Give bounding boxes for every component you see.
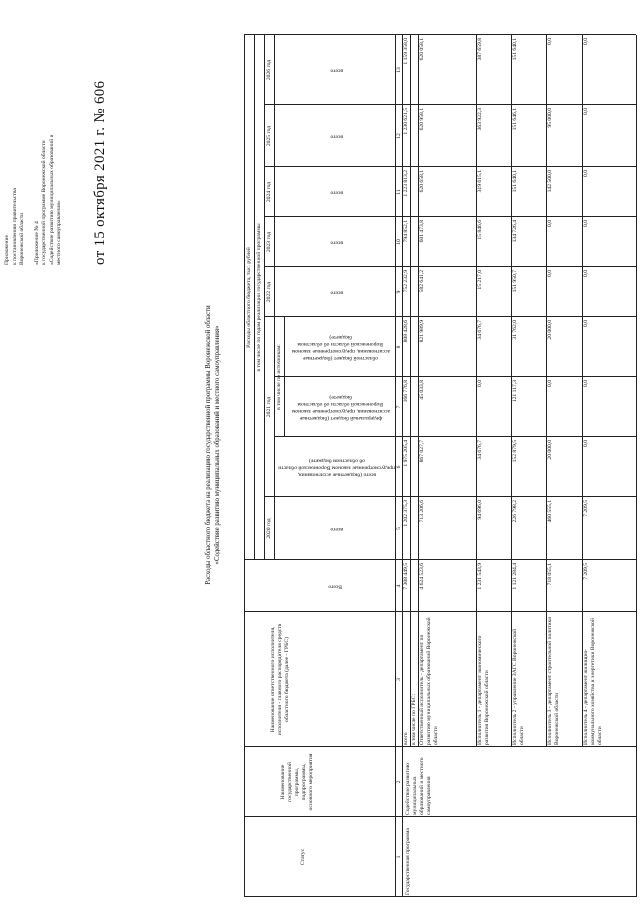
column-number: 6 <box>396 465 402 469</box>
row-executor: Ответственный исполнитель - департамент по развитию муниципальных образований Воронежской области <box>419 617 439 745</box>
row-value: 387 659,8 <box>477 38 483 61</box>
row-value: 1 121 284,4 <box>512 563 518 590</box>
row-value: 4 624 523,6 <box>419 563 425 590</box>
row-executor: Исполнитель 3 - департамент строительной политики Воронежской области <box>547 616 560 745</box>
column-number: 8 <box>396 345 402 349</box>
row-value: 601 473,8 <box>419 220 425 243</box>
appendix-sub-line: «Содействие развитию муниципальных образований и <box>48 134 55 265</box>
header-total-year: всего <box>330 133 343 140</box>
row-value: 0,0 <box>583 38 589 45</box>
row-value: 7 209,5 <box>583 500 589 517</box>
row-value: 95 000,0 <box>547 108 553 128</box>
row-value: 718 055,1 <box>547 563 553 586</box>
row-value: 1 159 358,0 <box>403 38 409 65</box>
row-value: 1 230 621,5 <box>403 108 409 135</box>
row-value: 0,0 <box>477 380 483 387</box>
program-name: Содействие развитию муниципальных образований и местного самоуправления <box>405 757 432 815</box>
header-year-2025: 2025 год <box>266 125 272 147</box>
header-by-years: в том числе по годам реализации государственной программы <box>256 223 262 372</box>
row-value: 0,0 <box>583 270 589 277</box>
column-number: 1 <box>396 855 402 859</box>
row-value: 15 846,6 <box>477 220 483 240</box>
row-value: 31 762,0 <box>512 320 518 340</box>
row-value: 151 640,1 <box>512 38 518 61</box>
row-value: 151 950,7 <box>512 270 518 293</box>
header-year-2026: 2026 год <box>266 59 272 81</box>
header-total-2020: всего <box>330 526 343 532</box>
row-value: 1 231 543,9 <box>477 563 483 590</box>
row-value: 20 000,0 <box>547 320 553 340</box>
column-number: 13 <box>396 67 402 73</box>
header-total-year: всего <box>330 289 343 296</box>
row-value: 121 117,3 <box>512 380 518 403</box>
table-border-top <box>244 35 245 897</box>
row-value: 1 202 375,3 <box>403 500 409 527</box>
row-value: 0,0 <box>583 108 589 115</box>
appendix-sub-line: к государственной программе Воронежской области <box>41 140 48 265</box>
row-value: 0,0 <box>583 320 589 327</box>
row-value: 15 217,0 <box>477 270 483 290</box>
row-value <box>411 320 418 377</box>
row-value: 620 058,1 <box>419 38 425 61</box>
header-rule <box>264 35 265 560</box>
row-value: 20 000,0 <box>547 440 553 460</box>
row-value: 0,0 <box>583 440 589 447</box>
row-value: 166 776,8 <box>403 380 409 403</box>
appendix-line: Приложение <box>4 234 10 265</box>
header-total-2021: всего (бюджетные ассигнования, предусмотренные законом Воронежской области об областном бюджете) <box>278 457 395 478</box>
row-value: 582 641,2 <box>419 270 425 293</box>
row-value: 45 033,8 <box>419 380 425 400</box>
row-value: 1 975 205,4 <box>403 440 409 467</box>
row-value: 7 209,5 <box>583 563 589 580</box>
header-total: Всего <box>328 583 342 590</box>
row-executor: всего <box>403 732 409 745</box>
header-rule <box>274 35 275 560</box>
row-value: 460 555,1 <box>547 500 553 523</box>
row-value: 134 726,4 <box>512 220 518 243</box>
row-value: 363 922,3 <box>477 108 483 131</box>
header-rule <box>284 317 285 437</box>
row-value: 794 852,1 <box>403 220 409 243</box>
header-total-year: всего <box>330 67 343 74</box>
column-number: 5 <box>396 527 402 530</box>
row-value: 151 640,1 <box>512 170 518 193</box>
row-value <box>411 38 418 105</box>
row-executor: в том числе по ГРБС: <box>411 694 417 745</box>
column-number: 11 <box>396 189 402 195</box>
row-value: 151 646,1 <box>512 108 518 131</box>
row-value <box>411 380 418 437</box>
row-value: 713 206,6 <box>419 500 425 523</box>
header-total-year: всего <box>330 189 343 196</box>
row-value: 620 658,1 <box>419 170 425 193</box>
column-number: 9 <box>396 290 402 294</box>
document-number: от 15 октября 2021 г. № 606 <box>92 80 108 265</box>
row-value: 867 027,7 <box>419 440 425 463</box>
row-value: 752 232,9 <box>403 270 409 293</box>
row-rule <box>636 35 637 747</box>
row-value: 0,0 <box>547 220 553 227</box>
header-year-2020: 2020 год <box>266 518 272 539</box>
header-year-2022: 2022 год <box>266 281 272 303</box>
header-federal: федеральный бюджет (бюджетные ассигнования, предусмотренные законом Воронежской области об областном бюджете) <box>291 394 390 421</box>
header-year-2021: 2021 год <box>266 396 272 418</box>
column-number: 10 <box>396 239 402 245</box>
header-expenses: Расходы областного бюджета, тыс. рублей <box>246 247 252 348</box>
column-number: 3 <box>396 678 402 681</box>
row-value: 34 676,7 <box>477 440 483 460</box>
appendix-sub-line: «Приложение № 4 <box>34 221 40 265</box>
column-number: 12 <box>396 133 402 139</box>
program-status: Государственная программа <box>405 828 411 895</box>
header-sources: в том числе по источникам: <box>276 344 282 410</box>
header-rule <box>254 35 255 560</box>
header-total-year: всего <box>330 239 343 246</box>
appendix-sub-line: местного самоуправления» <box>55 200 62 265</box>
header-regional: областной бюджет (бюджетные ассигнования, предусмотренные законом Воронежской области об областном бюджете) <box>291 334 390 361</box>
row-value: 34 676,7 <box>477 320 483 340</box>
title-line: «Содействие развитию муниципальных образований и местного самоуправления» <box>213 325 221 565</box>
header-status: Статус <box>300 848 306 866</box>
row-value: 0,0 <box>583 380 589 387</box>
row-value: 0,0 <box>583 220 589 227</box>
row-value <box>411 220 418 267</box>
row-value: 620 958,1 <box>419 108 425 131</box>
header-year-2023: 2023 год <box>266 231 272 253</box>
row-value: 7 308 449,5 <box>403 563 409 590</box>
row-value: 1 223 813,2 <box>403 170 409 197</box>
appendix-line: к постановлению правительства <box>11 188 18 265</box>
row-value: 319 615,1 <box>477 170 483 193</box>
column-rule <box>244 746 636 747</box>
row-executor: Исполнитель 4 - департамент жилищно-коммунального хозяйства и энергетики Воронежской области <box>583 618 603 745</box>
header-year-2024: 2024 год <box>266 181 272 203</box>
row-value: 152 879,5 <box>512 440 518 463</box>
row-value <box>411 500 418 560</box>
row-value <box>411 270 418 317</box>
row-value <box>411 170 418 217</box>
row-value: 0,0 <box>547 270 553 277</box>
header-program-name: Наименование государственной программы, подпрограммы, основного мероприятия <box>280 753 314 811</box>
row-value: 94 696,0 <box>477 500 483 520</box>
row-value: 0,0 <box>583 170 589 177</box>
header-executor: Наименование ответственного исполнителя, исполнителя - главного распорядителя средств областного бюджета (далее - ГРБС) <box>270 623 290 736</box>
row-value: 142 500,0 <box>547 170 553 193</box>
row-value: 0,0 <box>547 38 553 45</box>
row-value: 808 428,6 <box>403 320 409 343</box>
row-value <box>411 563 418 612</box>
row-value <box>411 108 418 167</box>
row-value <box>411 440 418 497</box>
row-value: 821 989,9 <box>419 320 425 343</box>
row-value: 226 798,2 <box>512 500 518 523</box>
row-executor: Исполнитель 1 - департамент экономического развития Воронежской области <box>477 635 490 745</box>
row-value: 0,0 <box>547 380 553 387</box>
column-number: 2 <box>396 780 402 784</box>
row-executor: Исполнитель 2 - управление ЗАГС Воронежской области <box>512 628 525 745</box>
column-number: 7 <box>396 405 402 409</box>
column-number: 4 <box>396 584 402 588</box>
title-line: Расходы областного бюджета на реализацию государственной программы Воронежской области <box>205 305 212 585</box>
appendix-line: Воронежской области <box>19 212 25 265</box>
